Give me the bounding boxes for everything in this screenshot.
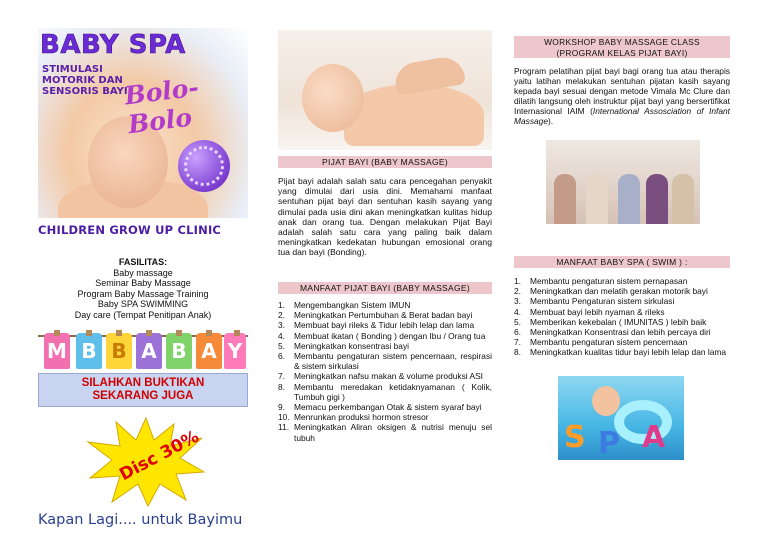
clothes-letter: B: [106, 333, 132, 369]
middle-panel: [278, 30, 492, 520]
discount-label: Disc 30%: [116, 426, 203, 486]
pool-letter: A: [642, 420, 666, 455]
pijat-description: Pijat bayi adalah salah satu cara pencegahan penyakit yang dimulai dari usia dini. Memahami manfaat sentuhan pijat bayi dan sentuhan kasih sayang yang dimulai pada usia dini akan meningkatkan kulitas hidup anak dan orang tua. Dengan melakukan Pijat Bayi adalah salah satu cara yang paling baik dalam meningkatkan kedekatan hubungan emosional orang tua dan bayi (Bonding).: [278, 176, 492, 258]
tagline: Kapan Lagi.... untuk Bayimu: [38, 512, 243, 528]
facility-item: Seminar Baby Massage: [95, 278, 191, 289]
list-item: 3. Membantu Pengaturan sistem sirkulasi: [514, 296, 675, 307]
facility-item: Program Baby Massage Training: [77, 288, 209, 299]
list-item: 7. Meningkatkan nafsu makan & volume produksi ASI: [278, 371, 484, 382]
manfaat-spa-list: [514, 276, 730, 358]
list-item: 5. Memberikan kekebalan ( IMUNITAS ) lebih baik: [514, 316, 707, 327]
list-item: 10. Menrunkan produksi hormon stresor: [278, 412, 429, 423]
baby-clothesline-banner: [38, 329, 248, 407]
facility-item: Baby SPA SWIMMING: [97, 299, 189, 310]
brochure-subtitle: STIMULASI MOTORIK DAN SENSORIS BAYI: [42, 64, 128, 97]
workshop-class-photo: [546, 140, 700, 224]
list-item: 7. Membantu pengaturan sistem pencernaan: [514, 337, 688, 348]
manfaat-pijat-list: [278, 300, 492, 443]
clinic-name: CHILDREN GROW UP CLINIC: [38, 223, 222, 237]
workshop-heading-line-1: WORKSHOP BABY MASSAGE CLASS: [544, 37, 700, 47]
baby-back-image: [344, 84, 484, 146]
list-item: 2. Meningkatkan dan melatih gerakan motorik bayi: [514, 286, 708, 297]
workshop-heading-line-2: (PROGRAM KELAS PIJAT BAYI): [556, 47, 688, 58]
list-item: 11. Meningkatkan Aliran oksigen & nutrisi menuju sel tubuh: [278, 422, 492, 443]
brochure-script-title: Bolo-Bolo: [122, 72, 201, 140]
clothes-letter: B: [166, 333, 192, 369]
list-item: 3. Membuat bayi rileks & Tidur lebih lelap dan lama: [278, 320, 475, 331]
baby-spa-hero-image: [38, 28, 248, 218]
clothes-letter: Y: [224, 333, 246, 369]
list-item: 5. Meningkatkan konsentrasi bayi: [278, 340, 409, 351]
right-panel: [514, 30, 730, 520]
list-item: 6. Meningkatkan Konsentrasi dan lebih percaya diri: [514, 327, 711, 338]
person-image: [618, 174, 640, 224]
brochure-title: BABY SPA: [40, 30, 186, 60]
list-item: 8. Membantu meredakan ketidaknyamanan ( Kolik, Tumbuh gigi ): [278, 381, 492, 402]
spiky-ball-image: [178, 140, 230, 192]
clothes-letter: A: [136, 333, 162, 369]
clothes-letter: A: [196, 333, 222, 369]
swimming-baby-image: [592, 386, 620, 416]
list-item: 9. Memacu perkembangan Otak & sistem syaraf bayi: [278, 402, 482, 413]
person-image: [672, 174, 694, 224]
manfaat-pijat-heading: MANFAAT PIJAT BAYI (BABY MASSAGE): [278, 282, 492, 294]
pijat-heading: PIJAT BAYI (BABY MASSAGE): [278, 156, 492, 168]
workshop-description: Program pelatihan pijat bayi bagi orang tua atau therapis yaitu latihan melakukan sentuhan pijatan kasih sayang kepada bayi sesuai dengan metode Vimala Mc Clure dan dilatih langsung oleh instruktur pijat bayi yang bersertifikat Internasional IAIM (International Assosciation of Infant Massage).: [514, 66, 731, 126]
list-item: 1. Membantu pengaturan sistem pernapasan: [514, 276, 688, 286]
pool-letter: S: [564, 420, 586, 455]
baby-massage-photo: [278, 30, 492, 150]
proof-line-2: SEKARANG JUGA: [92, 390, 194, 402]
facilities-list: [38, 257, 248, 321]
list-item: 1. Mengembangkan Sistem IMUN: [278, 300, 411, 310]
pool-letter: P: [598, 426, 620, 460]
facilities-heading: FASILITAS:: [118, 257, 168, 267]
manfaat-spa-heading: MANFAAT BABY SPA ( SWIM ) :: [514, 256, 730, 268]
person-image: [554, 174, 576, 224]
workshop-heading: [514, 36, 730, 58]
clothes-letter: M: [44, 333, 70, 369]
proof-callout: [38, 373, 248, 407]
baby-head-image: [302, 64, 364, 132]
list-item: 6. Membantu pengaturan sistem pencernaan, respirasi & sistem sirkulasi: [278, 351, 492, 372]
list-item: 4. Membuat ikatan ( Bonding ) dengan Ibu / Orang tua: [278, 330, 486, 341]
list-item: 2. Meningkatkan Pertumbuhan & Berat badan bayi: [278, 310, 473, 321]
proof-line-1: SILAHKAN BUKTIKAN: [81, 377, 205, 389]
person-image: [586, 174, 608, 224]
left-panel: [38, 28, 248, 528]
facility-item: Day care (Tempat Penitipan Anak): [74, 309, 212, 320]
list-item: 4. Membuat bayi lebih nyaman & rileks: [514, 306, 665, 317]
facility-item: Baby massage: [113, 267, 173, 278]
clothes-letter: B: [76, 333, 102, 369]
person-image: [646, 174, 668, 224]
list-item: 8. Meningkatkan kualitas tidur bayi lebih lelap dan lama: [514, 347, 726, 358]
baby-swim-photo: [558, 376, 684, 460]
